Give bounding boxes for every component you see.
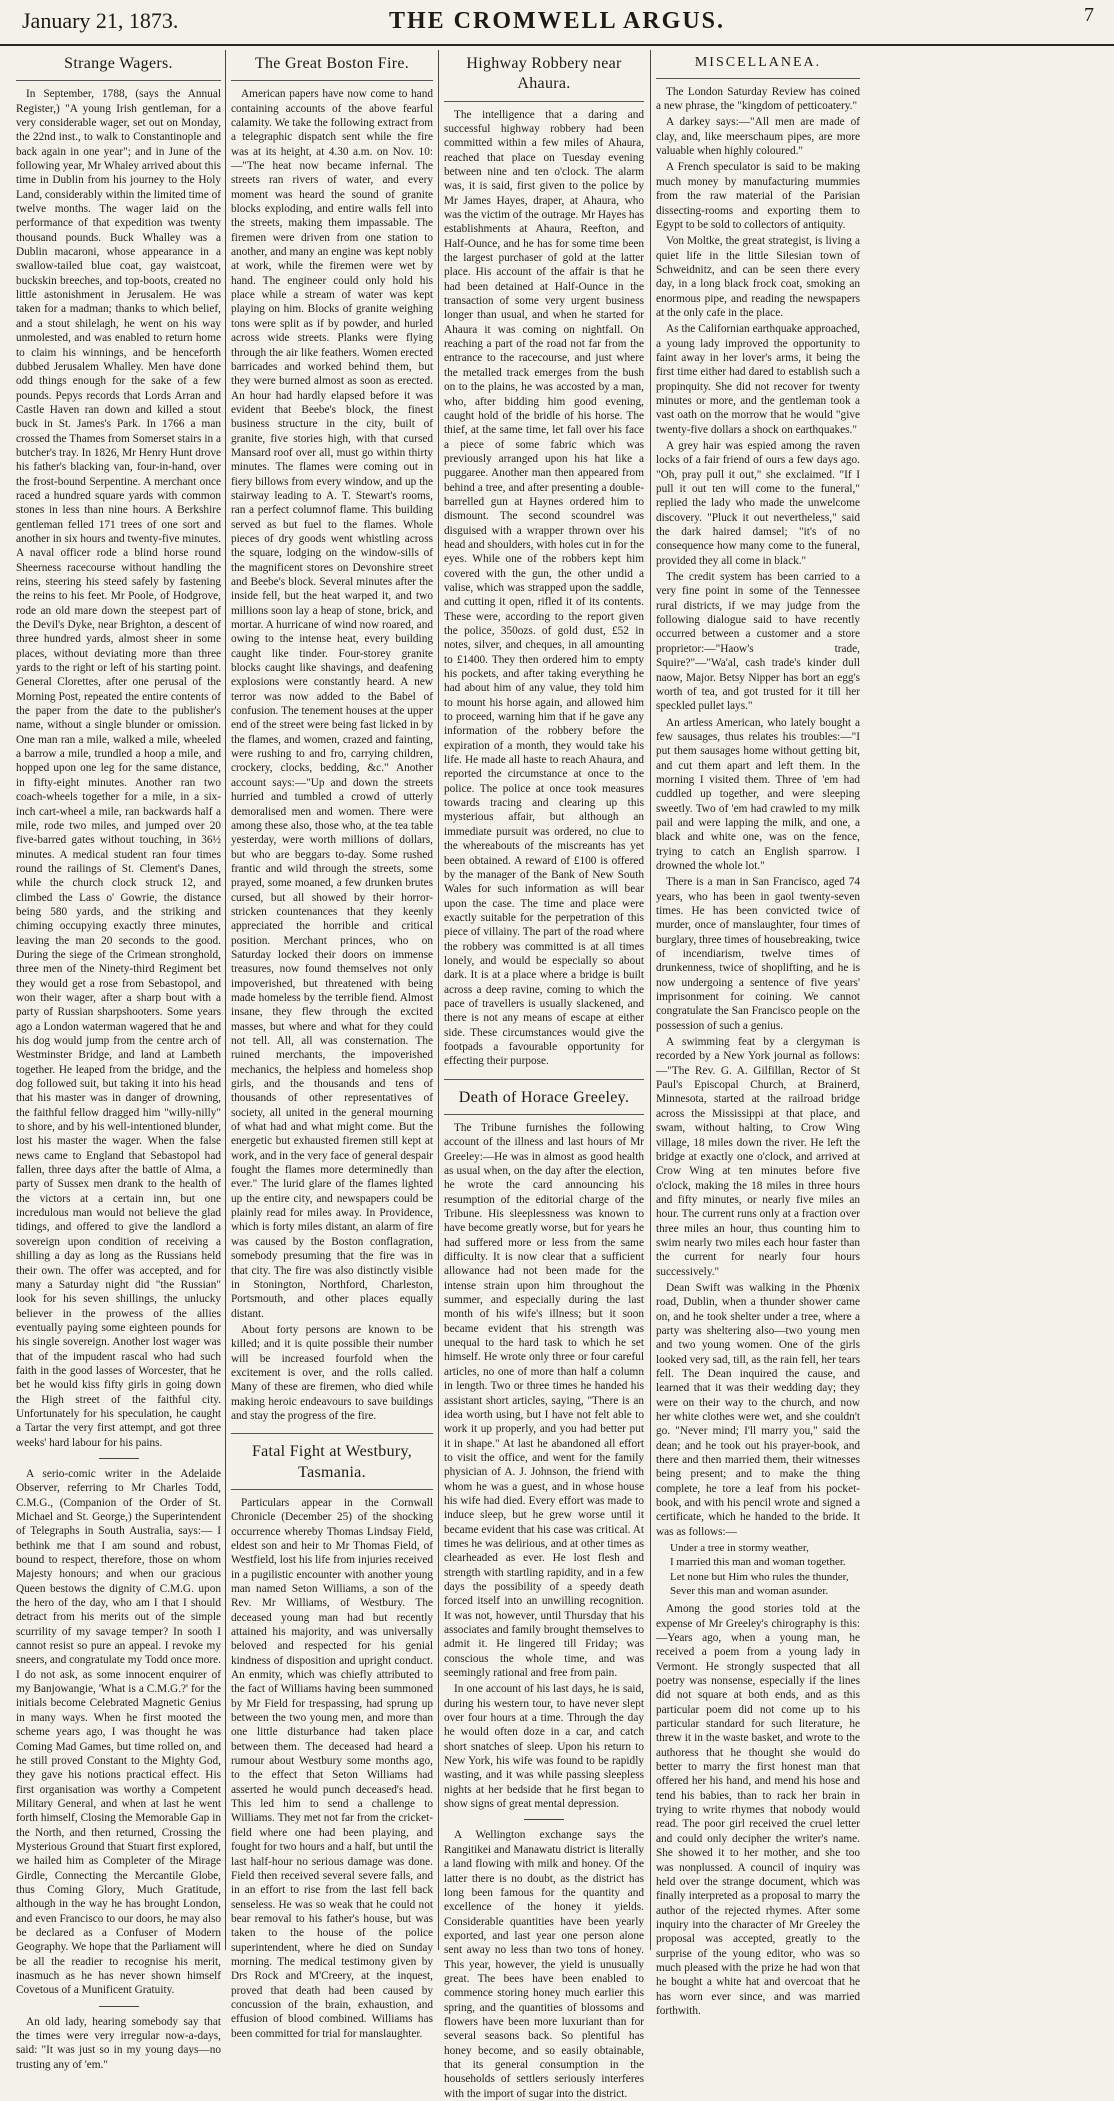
article-paragraph: About forty persons are known to be killed; and it is quite possible their number will be increased fourfold when the excitement is over, and the rolls called. Many of these are firemen, who died while making heroic endeavours to save buildings and stay the progress of the fire. bbox=[231, 1323, 433, 1422]
article-paragraph: Particulars appear in the Cornwall Chronicle (December 25) of the shocking occurrence whereby Thomas Lindsay Field, eldest son and heir to Mr Thomas Field, of Westfield, lost his life from injuries received in a pugilistic encounter with another young man named Seton Williams, a son of the Rev. Mr Williams, of Westbury. The deceased young man had but recently attained his majority, and was universally beloved and respected for his genial kindness of disposition and upright conduct. An enmity, which was chiefly attributed to the fact of Williams having been summoned by Mr Field for trespassing, had sprung up between the two young men, and more than one little disturbance had taken place between them. The deceased had heard a rumour about Westbury some months ago, to the effect that Seton Williams had asserted he would punch deceased's head. This led him to send a challenge to Williams. They met not far from the cricket-field where one had been playing, and fought for two hours and a half, but until the last half-hour no serious damage was done. Field then received several severe falls, and in an effort to rise from the last fell back senseless. He was so weak that he could not bear removal to his father's house, but was taken to the house of the police superintendent, where he died on Sunday morning. The medical testimony given by Drs Rock and M'Creery, at the inquest, proved that death had been caused by concussion of the brain, exhaustion, and effusion of blood combined. Williams has been committed for trial for manslaughter. bbox=[231, 1496, 433, 2040]
article-paragraph: An artless American, who lately bought a few sausages, thus relates his troubles:—"I put them sausages home without getting bit, and cut them apart and left them. In the morning I visited them. Three of 'em had cuddled up together, and were sleeping sweetly. Two of 'em had crawled to my milk pail and were lapping the milk, and one, a black and white one, was on the fence, trying to catch an English sparrow. I drowned the whole lot." bbox=[656, 716, 860, 872]
article-paragraph: There is a man in San Francisco, aged 74 years, who has been in gaol twenty-seven times. He has been convicted twice of murder, once of manslaughter, four times of burglary, three times of housebreaking, twice of incendiarism, twelve times of drunkenness, twice of shoplifting, and he is now undergoing a sentence of five years' imprisonment for coining. We cannot congratulate the San Francisco people on the possession of such a genius. bbox=[656, 876, 860, 1032]
column-rule bbox=[225, 50, 226, 1950]
article-paragraph: The London Saturday Review has coined a new phrase, the "kingdom of petticoatery." bbox=[656, 85, 860, 113]
column-4 bbox=[656, 50, 860, 2017]
article-heading-greeley: Death of Horace Greeley. bbox=[444, 1079, 644, 1115]
column-rule bbox=[438, 50, 439, 1950]
article-paragraph: A serio-comic writer in the Adelaide Observer, referring to Mr Charles Todd, C.M.G., (Companion of the Order of St. Michael and St. George,) the Superintendent of Telegraphs in South Australia, says:— I bethink me that I am sound and robust, bound to respect, therefore, those on whom Majesty honours; and when our gracious Queen bestows the dignity of C.M.G. upon the hero of the day, who am I that I should detract from his merits out of the simple scurrility of my savage temper? In sooth I cannot resist so pure an appeal. I revoke my sneers, and congratulate my Todd once more. I do not ask, as some innocent enquirer of my Banjowangie, 'What is a C.M.G.?' for the initials become Celebrated Magnetic Genius in many ways. When he first mooted the scheme years ago, I was thought he was Coming Mad Games, but time rolled on, and he still proved Constant to the Mighty God, they gave his notions practical effect. His first organisation was worthy a Competent Military General, and when at last he went forth himself, Closing the Memorable Gap in the North, and then returned, Crossing the Mysterious Ground that Stuart first explored, we hailed him as Completer of the Mirage Girdle, Connecting the Mercantile Globe, thus Coming Glory, Much Gratitude, although in the way he has brought London, and even Francisco to our doors, he may also be declared as a Confuser of Modern Geography. We hope that the Parliament will be all the readier to recognise his merit, inasmuch as he has never shown himself Covetous of a Munificent Gratuity. bbox=[16, 1467, 221, 1997]
article-heading-strange-wagers: Strange Wagers. bbox=[16, 54, 221, 81]
article-paragraph: Von Moltke, the great strategist, is living a quiet life in the little Silesian town of Schweidnitz, and can be seen there every day, in a long black frock coat, smoking an enormous pipe, and reading the newspapers at the only cafe in the place. bbox=[656, 235, 860, 319]
column-rule bbox=[650, 50, 651, 1950]
article-paragraph: As the Californian earthquake approached, a young lady improved the opportunity to faint away in her lover's arms, it being the first time either had dared to establish such a propinquity. She did not recover for twenty minutes or more, and the gentleman took a vast oath on the morrow that he would "give twenty-five dollars a shock on earthquakes." bbox=[656, 323, 860, 436]
column-2 bbox=[231, 50, 433, 2040]
page-number: 7 bbox=[1084, 4, 1094, 26]
article-paragraph: The Tribune furnishes the following account of the illness and last hours of Mr Greeley:—He was in almost as good health as usual when, on the day after the election, he wrote the card announcing his resumption of the editorial charge of the Tribune. His sleeplessness was known to have become greatly worse, but for years he had suffered more or less from the same difficulty. It is now clear that a sufficient allowance had not been made for the intense strain upon him throughout the summer, and especially during the last month of his wife's illness; but it soon became evident that his strength was unequal to the hard task to which he set himself. He wrote only three or four careful articles, no one of more than half a column in length. Two or three times he handed his assistant short articles, saying, "There is an idea worth using, but I have not felt able to work it up properly, and you had better put it in shape." At last he abandoned all effort to visit the office, and went for the family physician of A. J. Johnson, the friend with whom he was a guest, and in whose house his wife had died. Every effort was made to induce sleep, but he grew worse until it became evident that his case was critical. At times he was delirious, and at other times as clearheaded as ever. He lost flesh and strength with startling rapidity, and in a few days the possibility of a speedy death forced itself into an unwilling recognition. It was not, however, until Thursday that his associates and family brought themselves to admit it. He lingered till Friday; was conscious the whole time, and was seemingly rational and free from pain. bbox=[444, 1121, 644, 1680]
article-paragraph: American papers have now come to hand containing accounts of the above fearful calamity. We take the following extract from a telegraphic dispatch sent while the fire was at its height, at 4.30 a.m. on Nov. 10:—"The heat now became infernal. The streets ran rivers of water, and every moment was heard the sound of granite blocks exploding, and entire walls fell into the streets, making them impassable. The firemen were driven from one station to another, and many an engine was kept nobly at work, while the firemen were wet by hand. The engineer could only hold his place while a stream of water was kept playing on him. Blocks of granite weighing tons were split as if by powder, and hurled across wide streets. Planks were flying through the air like feathers. Women erected barricades and worked behind them, but they were burned almost as soon as erected. An hour had hardly elapsed before it was evident that Beebe's block, the finest business structure in the city, built of granite, five stories high, with that cursed Mansard roof over all, must go within thirty minutes. The flames were coming out in fiery billows from every window, and up the stairway leading to A. T. Stewart's rooms, ran a perfect columnof flame. This building served as but fuel to the flames. Whole pieces of dry goods went whistling across the square, lodging on the window-sills of the magnificent stores on Devonshire street and Beebe's block. Several minutes after the inside fell, but the heat warped it, and two millions soon lay a heap of stone, brick, and mortar. A hurricane of wind now roared, and owing to the intense heat, every building caught like tinder. Four-storey granite blocks caught like shavings, and deafening explosions were constantly heard. A new terror was now added to the Babel of confusion. The tenement houses at the upper end of the street were being fast licked in by the flames, and women, crazed and fainting, were rushing to and fro, carrying children, crockery, clocks, bedding, &c." Another account says:—"Up and down the streets hurried and tumbled a crowd of utterly demoralised men and women. There were among these also, those who, at the tea table yesterday, were worth millions of dollars, but who are beggars to-day. Some rushed frantic and wild through the streets, some prayed, some moaned, a few drunken brutes cursed, but all showed by their horror-stricken countenances that they keenly appreciated the horrible and critical position. Merchant princes, who on Saturday locked their doors on immense treasures, now found themselves not only impoverished, but threatened with being made homeless by the terrible fiend. Almost insane, they flew through the excited masses, but where and what for they could not tell. All, all was consternation. The ruined merchants, the impoverished mechanics, the helpless and homeless shop girls, and the thousands and tens of thousands of other representatives of society, all united in the general mourning of what had and what might come. But the energetic but exhausted firemen still kept at work, and in the very face of general despair fought the flames more determinedly than ever." The lurid glare of the flames lighted up the entire city, and newspapers could be plainly read for miles away. In Providence, which is forty miles distant, an alarm of fire was caused by the Boston conflagration, somebody presuming that the fire was in that city. The fire was also distinctly visible in Stonington, Northford, Charleston, Portsmouth, and other places equally distant. bbox=[231, 88, 433, 1320]
masthead bbox=[0, 0, 1114, 46]
article-paragraph: A Wellington exchange says the Rangitikei and Manawatu district is literally a land flowing with milk and honey. Of the latter there is no doubt, as the district has long been famous for the quantity and excellence of the honey it yields. Considerable quantities have been yearly exported, and last year one person alone sent away no less than two tons of honey. This year, however, the yield is unusually great. The bees have been enabled to commence storing honey much earlier this spring, and the quantities of blossoms and flowers have been more luxuriant than for several seasons back. So plentiful has honey become, and so easily obtainable, that its general consumption in the households of settlers seriously interferes with the import of sugar into the district. bbox=[444, 1829, 644, 2100]
verse-line: Sever this man and woman asunder. bbox=[670, 1585, 829, 1598]
article-paragraph: In September, 1788, (says the Annual Register,) "A young Irish gentleman, for a very considerable wager, set out on Monday, the 22nd inst., to walk to Constantinople and back again in one year"; and in June of the following year, Mr Whaley arrived about this time in Dublin from his journey to the Holy Land, considerably within the limited time of twelve months. The wager laid on the performance of that expedition was twenty thousand pounds. Buck Whalley was a Dublin macaroni, whose appearance in a swallow-tailed blue coat, gay waistcoat, buckskin breeches, and top-boots, created no little astonishment in Jerusalem. He was taken for a madman; thanks to which belief, and a stout shilelagh, he went on his way unmolested, and was enabled to return home to claim his winnings, and be henceforth dubbed Jerusalem Whalley. Men have done odd things enough for the sake of a few pounds. Pepys records that Lords Arran and Castle Haven ran down and killed a stout buck in St. James's Park. In 1766 a man crossed the Thames from Somerset stairs in a butcher's tray. In 1826, Mr Henry Hunt drove his father's blacking van, four-in-hand, over the frost-bound Serpentine. A merchant once raced a hundred square yards with common stones in less than nine hours. A Berkshire gentleman felled 171 trees of one sort and another in six hours and twenty-five minutes. A naval officer rode a blind horse round Sheerness racecourse without handling the reins, steering his steed safely by fastening the reins to his feet. Mr Poole, of Hodgrove, rode an old mare down the steepest part of the Devil's Dyke, near Brighton, a descent of three hundred yards, almost sheer in some places, without deviating more than three yards to the right or left of his starting point. General Clorettes, after one perusal of the Morning Post, repeated the entire contents of the paper from the date to the publisher's name, without a single blunder or omission. One man ran a mile, walked a mile, wheeled a barrow a mile, trundled a hoop a mile, and hopped upon one leg for the same distance, in fifty-eight minutes. Another ran two coach-wheels together for a mile, in a six-inch cart-wheel a mile, ran backwards half a mile, rode two miles, and jumped over 20 five-barred gates without touching, in 36½ minutes. A medical student ran four times round the railings of St. Clement's Danes, while the church clock struck 12, and climbed the Lass o' Gowrie, the distance being 580 yards, and the striking and chiming occupying exactly three minutes, leaving the man 20 seconds to the good. During the siege of the Crimean stronghold, three men of the Ninety-third Regiment bet they would get a rose from Sebastopol, and won their wager, after a sharp bout with a party of Russian sharpshooters. Some years ago a London waterman wagered that he and his dog would jump from the centre arch of Westminster Bridge, and land at Lambeth together. He leaped from the bridge, and the dog followed suit, but taking it into his head that his master was in danger of drowning, the faithful fellow dragged him "willy-nilly" to shore, and by his well-intentioned blunder, lost his master the wager. When the false news came to England that Sebastopol had fallen, three days after the battle of Alma, a party of Sussex men drank to the health of the victors at a certain inn, but one incredulous man would not believe the glad tidings, and offered to give the landlord a sovereign upon condition of receiving a shilling a day as long as the Russians held their own. The offer was accepted, and for many a Saturday night did "the Russian" look for his seven shillings, the unlucky believer in the prowess of the allies eventually paying some eighteen pounds for his single sovereign. Another lost wager was that of the impudent rascal who had such faith in the good lasses of Worcester, that he bet he would kiss fifty girls in going down the High street of the faithful city. Unfortunately for his speculation, he caught a Tartar the very first attempt, and got three weeks' hard labour for his pains. bbox=[16, 88, 221, 1449]
verse-line: Under a tree in stormy weather, bbox=[670, 1542, 809, 1555]
newspaper-title: THE CROMWELL ARGUS. bbox=[388, 8, 726, 34]
article-heading-boston-fire: The Great Boston Fire. bbox=[231, 54, 433, 81]
article-paragraph: In one account of his last days, he is said, during his western tour, to have never slept over four hours at a time. Through the day he would often doze in a car, and catch short snatches of sleep. Upon his return to New York, his wife was found to be rapidly wasting, and it was while passing sleepless nights at her bedside that he first began to show signs of great mental depression. bbox=[444, 1683, 644, 1811]
article-paragraph: A swimming feat by a clergyman is recorded by a New York journal as follows:—"The Rev. G. A. Gilfillan, Rector of St Paul's Episcopal Church, at Brainerd, Minnesota, started at the railroad bridge across the Mississippi at that place, and swam, without halting, to Crow Wing village, 18 miles down the river. He left the bridge at exactly one o'clock, and arrived at Crow Wing at ten minutes before five o'clock, making the 18 miles in three hours and fifty minutes, or nearly five miles an hour. The current runs only at a fraction over three miles an hour, thus counting him to swim nearly two miles each hour faster than the current for nearly four hours successively." bbox=[656, 1036, 860, 1278]
article-paragraph: The credit system has been carried to a very fine point in some of the Tennessee rural districts, if we may judge from the following dialogue said to have recently occurred between a customer and a store proprietor:—"Haow's trade, Squire?"—"Wa'al, cash trade's kinder dull naow, Major. Betsy Nipper has bort an egg's worth of tea, and got trusted for it till her speckled pullet lays." bbox=[656, 571, 860, 713]
article-paragraph: A darkey says:—"All men are made of clay, and, like meerschaum pipes, are more valuable when highly coloured." bbox=[656, 116, 860, 158]
article-heading-ahaura: Highway Robbery near Ahaura. bbox=[444, 54, 644, 102]
verse-line: I married this man and woman together. bbox=[670, 1556, 846, 1569]
column-1 bbox=[16, 50, 221, 2071]
article-paragraph: Among the good stories told at the expense of Mr Greeley's chirography is this:—Years ago, when a young man, he received a poem from a young lady in Vermont. He strongly suspected that all poetry was nonsense, especially if the lines did not square at both ends, and as this particular poem did not come up to his particular standard for such literature, he threw it in the waste basket, and wrote to the authoress that he thought she would do better to marry the first honest man that offered her his hand, and mend his hose and tend his babies, than to rack her brain in trying to write rhymes that nobody would read. The poor girl received the cruel letter and could only decipher the writer's name. She showed it to her mother, and she too was nonplussed. A council of inquiry was held over the strange document, which was finally interpreted as a proposal to marry the author of the rejected rhymes. After some inquiry into the character of Mr Greeley the proposal was accepted, greatly to the surprise of the young editor, who was so much pleased with the prize he had won that he bought a white hat and overcoat that he has worn ever since, and was married forthwith. bbox=[656, 1603, 860, 2017]
article-paragraph: An old lady, hearing somebody say that the times were very irregular now-a-days, said: "It was just so in my young days—no trusting any of 'em." bbox=[16, 2015, 221, 2071]
article-heading-westbury: Fatal Fight at Westbury, Tasmania. bbox=[231, 1433, 433, 1490]
article-paragraph: The intelligence that a daring and successful highway robbery had been committed within a few miles of Ahaura, reached that place on Tuesday evening between nine and ten o'clock. The alarm was, it is said, first given to the police by Mr James Hayes, draper, at Ahaura, who was the victim of the outrage. Mr Hayes has establishments at Ahaura, Reefton, and Half-Ounce, and he has for some time been the largest purchaser of gold at the latter place. His account of the affair is that he had been detained at Half-Ounce in the transaction of some very urgent business longer than usual, and when he started for Ahaura it was coming on nightfall. On reaching a part of the road not far from the entrance to the racecourse, and just where the metalled track emerges from the bush on to the plains, he was accosted by a man, who, after bidding him good evening, caught hold of the bridle of his horse. The thief, at the same time, let fall over his face a piece of some fabric which was previously arranged upon his hat like a puggaree. Another man then appeared from behind a tree, and after presenting a double-barrelled gun at Haynes ordered him to dismount. The second scoundrel was disguised with a wrapper thrown over his head and shoulders, with holes cut in for the eyes. While one of the robbers kept him covered with the gun, the other undid a valise, which was strapped upon the saddle, and cutting it open, rifled it of its contents. These were, according to the report given the police, 350ozs. of gold dust, £52 in notes, silver, and cheques, in all amounting to £1400. They then ordered him to empty his pockets, and after taking everything he had about him of any value, they told him to mount his horse again, and allowed him to proceed, warning him that if he gave any information of the robbery before the expiration of a month, they would take his life. He made all haste to reach Ahaura, and reported the circumstance at once to the police. The police at once took measures towards tracing and clearing up this mysterious affair, but although an immediate pursuit was ordered, no clue to the whereabouts of the miscreants has yet been obtained. A reward of £100 is offered by the manager of the Bank of New South Wales for such information as will bear upon the case. The time and place were exactly suitable for the perpetration of this piece of villainy. The part of the road where the robbery was committed is at all times lonely, and would be especially so about dark. It is at a place where a bridge is built across a deep ravine, coming to which the pace of travellers is usually slackened, and there is not any means of escape at either side. These circumstances would give the footpads a favourable opportunity for effecting their purpose. bbox=[444, 108, 644, 1068]
article-heading-miscellanea: MISCELLANEA. bbox=[656, 54, 860, 79]
article-paragraph: Dean Swift was walking in the Phœnix road, Dublin, when a thunder shower came on, and he took shelter under a tree, where a party was sheltering also—two young men and two young women. One of the girls looked very sad, till, as the rain fell, her tears fell. The Dean inquired the cause, and learned that it was their wedding day; they were on their way to the church, and now her white clothes were wet, and she couldn't go. "Never mind; I'll marry you," said the dean; and he took out his prayer-book, and there and then married them, their witnesses being present; and to make the thing complete, he tore a leaf from his pocket-book, and with his pencil wrote and signed a certificate, which he handed to the bride. It was as follows:— bbox=[656, 1281, 860, 1538]
separator bbox=[99, 1458, 139, 1459]
issue-date: January 21, 1873. bbox=[22, 8, 179, 33]
article-paragraph: A grey hair was espied among the raven locks of a fair friend of ours a few days ago. "Oh, pray pull it out," she exclaimed. "If I pull it out ten will come to the funeral," replied the lady who made the unwelcome discovery. "Pluck it out nevertheless," said the dark haired damsel; "it's of no consequence how many come to the funeral, provided they all come in black." bbox=[656, 440, 860, 567]
separator bbox=[99, 2006, 139, 2007]
verse-block bbox=[670, 1541, 860, 1598]
separator bbox=[524, 1819, 564, 1820]
column-3 bbox=[444, 50, 644, 2100]
article-paragraph: A French speculator is said to be making much money by manufacturing mummies from the raw material of the Parisian dissecting-rooms and exporting them to Egypt to be sold to collectors of antiquity. bbox=[656, 161, 860, 231]
verse-line: Let none but Him who rules the thunder, bbox=[670, 1570, 849, 1583]
